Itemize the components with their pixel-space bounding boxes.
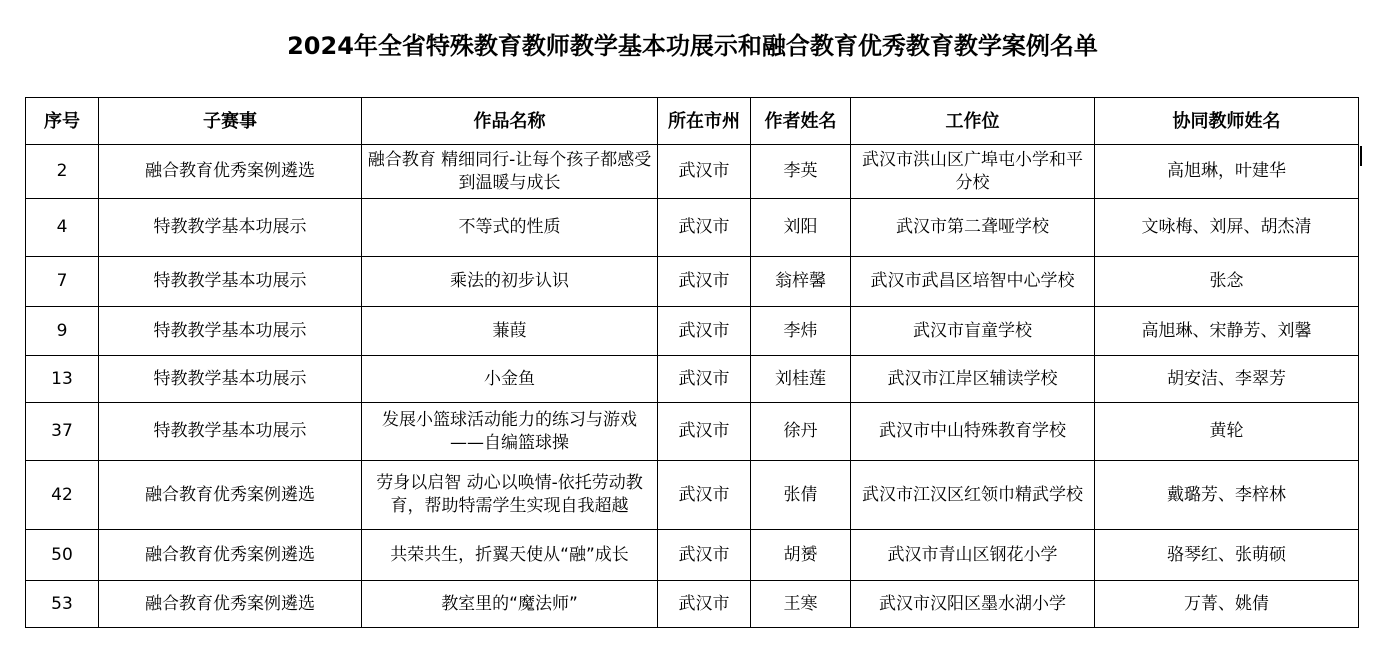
table-row bbox=[26, 461, 1359, 530]
cell-work-title: 共荣共生，折翼天使从“融”成长 bbox=[362, 530, 658, 581]
cell-co-teachers: 戴璐芳、李梓林 bbox=[1095, 461, 1359, 530]
cell-city: 武汉市 bbox=[658, 581, 751, 628]
cell-city: 武汉市 bbox=[658, 461, 751, 530]
header-city: 所在市州 bbox=[658, 98, 751, 145]
table-row bbox=[26, 199, 1359, 257]
header-workplace: 工作位 bbox=[851, 98, 1095, 145]
header-sub-event: 子赛事 bbox=[99, 98, 362, 145]
cell-sub-event: 融合教育优秀案例遴选 bbox=[99, 145, 362, 199]
table-row bbox=[26, 257, 1359, 307]
cell-co-teachers: 黄轮 bbox=[1095, 403, 1359, 461]
cell-city: 武汉市 bbox=[658, 145, 751, 199]
cell-index: 37 bbox=[26, 403, 99, 461]
cell-work-title: 教室里的“魔法师” bbox=[362, 581, 658, 628]
cell-city: 武汉市 bbox=[658, 403, 751, 461]
cell-co-teachers: 胡安洁、李翠芳 bbox=[1095, 356, 1359, 403]
cell-index: 53 bbox=[26, 581, 99, 628]
cell-co-teachers: 张念 bbox=[1095, 257, 1359, 307]
header-author: 作者姓名 bbox=[751, 98, 851, 145]
cell-index: 7 bbox=[26, 257, 99, 307]
cell-index: 50 bbox=[26, 530, 99, 581]
cell-author: 胡赟 bbox=[751, 530, 851, 581]
cell-author: 翁梓馨 bbox=[751, 257, 851, 307]
cell-workplace: 武汉市中山特殊教育学校 bbox=[851, 403, 1095, 461]
cell-work-title: 发展小篮球活动能力的练习与游戏——自编篮球操 bbox=[362, 403, 658, 461]
cell-workplace: 武汉市江汉区红领巾精武学校 bbox=[851, 461, 1095, 530]
cell-city: 武汉市 bbox=[658, 307, 751, 356]
cell-work-title: 乘法的初步认识 bbox=[362, 257, 658, 307]
cell-co-teachers: 文咏梅、刘屏、胡杰清 bbox=[1095, 199, 1359, 257]
cell-index: 42 bbox=[26, 461, 99, 530]
cell-author: 张倩 bbox=[751, 461, 851, 530]
cell-co-teachers: 高旭琳，叶建华 bbox=[1095, 145, 1359, 199]
cell-sub-event: 融合教育优秀案例遴选 bbox=[99, 530, 362, 581]
cell-author: 王寒 bbox=[751, 581, 851, 628]
cell-city: 武汉市 bbox=[658, 199, 751, 257]
cell-work-title: 融合教育 精细同行-让每个孩子都感受到温暖与成长 bbox=[362, 145, 658, 199]
cell-sub-event: 融合教育优秀案例遴选 bbox=[99, 461, 362, 530]
cell-co-teachers: 骆琴红、张萌硕 bbox=[1095, 530, 1359, 581]
page-title: 2024年全省特殊教育教师教学基本功展示和融合教育优秀教育教学案例名单 bbox=[287, 32, 1098, 60]
table-row bbox=[26, 581, 1359, 628]
table-row bbox=[26, 530, 1359, 581]
cell-workplace: 武汉市武昌区培智中心学校 bbox=[851, 257, 1095, 307]
cell-work-title: 不等式的性质 bbox=[362, 199, 658, 257]
cell-workplace: 武汉市青山区钢花小学 bbox=[851, 530, 1095, 581]
cell-city: 武汉市 bbox=[658, 530, 751, 581]
cell-author: 徐丹 bbox=[751, 403, 851, 461]
table-row bbox=[26, 356, 1359, 403]
cell-workplace: 武汉市第二聋哑学校 bbox=[851, 199, 1095, 257]
cell-index: 9 bbox=[26, 307, 99, 356]
cell-workplace: 武汉市江岸区辅读学校 bbox=[851, 356, 1095, 403]
cell-sub-event: 特教教学基本功展示 bbox=[99, 307, 362, 356]
cell-author: 刘阳 bbox=[751, 199, 851, 257]
header-row bbox=[26, 98, 1359, 145]
cell-co-teachers: 万菁、姚倩 bbox=[1095, 581, 1359, 628]
cell-city: 武汉市 bbox=[658, 257, 751, 307]
cell-work-title: 劳身以启智 动心以唤情-依托劳动教育，帮助特需学生实现自我超越 bbox=[362, 461, 658, 530]
cell-sub-event: 特教教学基本功展示 bbox=[99, 356, 362, 403]
header-index: 序号 bbox=[26, 98, 99, 145]
cell-author: 李炜 bbox=[751, 307, 851, 356]
cell-sub-event: 特教教学基本功展示 bbox=[99, 199, 362, 257]
cell-index: 13 bbox=[26, 356, 99, 403]
cell-co-teachers: 高旭琳、宋静芳、刘馨 bbox=[1095, 307, 1359, 356]
cell-index: 2 bbox=[26, 145, 99, 199]
table-row bbox=[26, 403, 1359, 461]
text-cursor bbox=[1360, 146, 1362, 166]
cell-index: 4 bbox=[26, 199, 99, 257]
header-co-teachers: 协同教师姓名 bbox=[1095, 98, 1359, 145]
table-row bbox=[26, 307, 1359, 356]
cell-workplace: 武汉市盲童学校 bbox=[851, 307, 1095, 356]
cell-sub-event: 特教教学基本功展示 bbox=[99, 403, 362, 461]
cell-workplace: 武汉市洪山区广埠屯小学和平分校 bbox=[851, 145, 1095, 199]
cell-workplace: 武汉市汉阳区墨水湖小学 bbox=[851, 581, 1095, 628]
winners-table bbox=[25, 97, 1359, 628]
table-row bbox=[26, 145, 1359, 199]
cell-author: 李英 bbox=[751, 145, 851, 199]
cell-work-title: 蒹葭 bbox=[362, 307, 658, 356]
cell-city: 武汉市 bbox=[658, 356, 751, 403]
cell-sub-event: 融合教育优秀案例遴选 bbox=[99, 581, 362, 628]
cell-work-title: 小金鱼 bbox=[362, 356, 658, 403]
header-work-title: 作品名称 bbox=[362, 98, 658, 145]
cell-sub-event: 特教教学基本功展示 bbox=[99, 257, 362, 307]
cell-author: 刘桂莲 bbox=[751, 356, 851, 403]
